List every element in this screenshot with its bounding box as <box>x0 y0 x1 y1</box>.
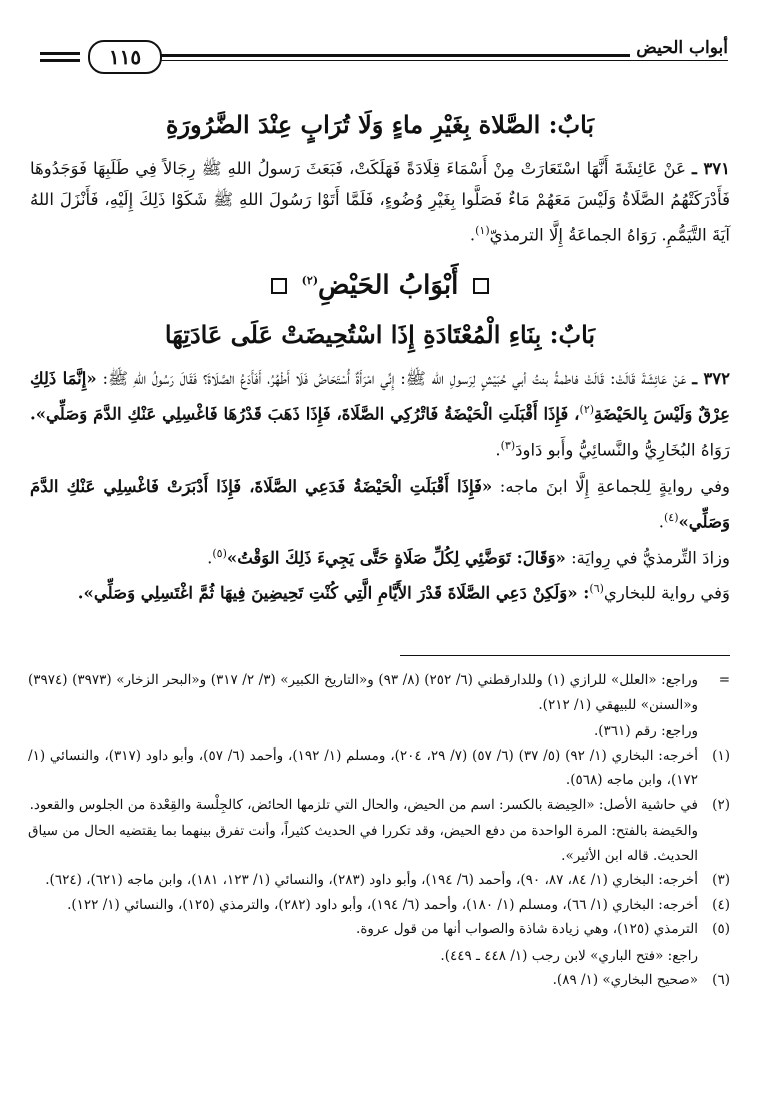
riwaya-intro: وفي روايةٍ لِلجماعةِ إِلَّا ابنَ ماجه: <box>499 477 730 497</box>
square-ornament-icon <box>271 278 287 294</box>
hadith-text: عَنْ عَائِشَةَ قَالَتْ: قَالَتْ فاطمةُ بنتُ أبي حُبَيْشٍ لِرَسولِ الله ﷺ: إِنِّي امْرَأَةٌ أُسْتَحَاضُ فَلَا أَطْهُرُ، أَفَأَدَعُ الصَّلَاةَ؟ فَقَالَ رَسُولُ اللهِ ﷺ: <box>102 369 687 389</box>
header-rule <box>40 52 80 55</box>
footnote-number: (٤) <box>712 896 730 913</box>
square-ornament-icon <box>473 278 489 294</box>
hadith-quote: «إِنَّمَا ذَلِكِ عِرْقٌ وَلَيْسَ بِالحَيْضَةِ <box>30 369 730 424</box>
footnote-ref[interactable]: (٢) <box>579 403 595 417</box>
running-title: أبواب الحيض <box>630 38 728 58</box>
hadith-number: ٣٧١ ـ <box>692 159 730 178</box>
footnote-text: أخرجه: البخاري (١/ ٩٢) (٥/ ٣٧) (٦/ ٥٧) (٧/ ٢٩، ٢٠٤)، ومسلم (١/ ١٩٢)، وأحمد (٦/ ٥٧)، وأبو داود (٣١٧)، والنسائي (١/ ١٧٢)، وابن ماجه (٥٦٨). <box>28 747 698 788</box>
footnote-text: والحَيضة بالفتح: المرة الواحدة من دفع الحيض، وقد تكررا في الحديث كثيراً، وأنت تفرق بينهما بما يقتضيه الحال من سياق الحديث. قاله ابن الأثير». <box>28 823 698 864</box>
footnotes <box>28 668 730 993</box>
footnote-ref[interactable]: (٤) <box>663 511 679 525</box>
footnote-number: (٥) <box>712 921 730 937</box>
hadith-text: عَنْ عَائِشَةَ أَنَّهَا اسْتَعَارَتْ مِنْ أَسْمَاءَ قِلَادَةً فَهَلَكَتْ، فَبَعَثَ رَسولُ اللهِ ﷺ رِجَالاً فِي طَلَبِهَا فَوَجَدُوهَا فَأَدْرَكَتْهُمُ الصَّلَاةُ وَلَيْسَ مَعَهُمْ مَاءٌ فَصَلَّوا بِغَيْرِ وُضُوءٍ، فَلَمَّا أَتَوْا رَسُولَ اللهِ ﷺ شَكَوْا ذَلِكَ إِلَيْهِ، فَأَنْزَلَ اللهُ آيَةَ التَّيَمُّمِ. رَوَاهُ الجماعَةُ إِلَّا الترمذيّ <box>30 159 730 245</box>
footnote <box>28 744 730 793</box>
footnote-number: (٦) <box>712 972 730 988</box>
footnote <box>28 868 730 893</box>
footnote <box>28 893 730 918</box>
footnote-ref[interactable]: (٥) <box>212 546 227 560</box>
section-title-text: أَبْوَابُ الحَيْضِ <box>318 270 459 301</box>
riwaya-intro: وَفي رواية للبخاري <box>603 583 730 603</box>
riwaya-intro: وزادَ التِّرمذيُّ في رِوايَة: <box>571 548 730 568</box>
bab-title: بَابٌ: بِنَاءِ الْمُعْتَادَةِ إِذَا اسْتُحِيضَتْ عَلَى عَادَتِهَا <box>164 320 596 350</box>
hadith-quote: «وَقَالَ: تَوَضَّئِي لِكُلِّ صَلَاةٍ حَتَّى يَجِيءَ ذَلِكَ الوَقْتُ» <box>226 548 566 568</box>
footnote-number: (٢) <box>712 796 730 813</box>
page-number: ١١٥ <box>88 40 162 74</box>
footnote <box>28 793 730 869</box>
footnote <box>28 668 730 744</box>
riwaya <box>30 573 730 609</box>
footnote-number: (٣) <box>712 872 730 888</box>
footnote-ref[interactable]: (٣) <box>500 438 516 452</box>
hadith-372: ٣٧٢ ـ عَنْ عَائِشَةَ قَالَتْ: قَالَتْ فاطمةُ بنتُ أبي حُبَيْشٍ لِرَسولِ الله ﷺ: إِنِّي امْرَأَةٌ أُسْتَحَاضُ فَلَا أَطْهُرُ، أَفَأَدَعُ الصَّلَاةَ؟ فَقَالَ رَسُولُ اللهِ ﷺ: «إِنَّمَا ذَلِكِ عِرْقٌ وَلَيْسَ بِالحَيْضَةِ$^{(٢)}$، فَإِذَا أَقْبَلَتِ الْحَيْضَةُ فَاتْرُكِي الصَّلَاةَ، فَإِذَا ذَهَبَ قَدْرُهَا فَاغْسِلِي عَنْكِ الدَّمَ وَصَلِّي». رَوَاهُ البُخَارِيُّ والنَّسائِيُّ وأَبو دَاودَ$^{(٣)}$. <box>30 369 730 460</box>
header-rule <box>160 60 728 61</box>
footnote-ref[interactable]: (٢) <box>301 273 319 287</box>
page-header <box>40 38 728 74</box>
footnote-text: الترمذي (١٢٥)، وهي زيادة شاذة والصواب أنها من قول عروة. <box>356 921 698 937</box>
header-rule <box>40 59 80 62</box>
hadith-text: رَوَاهُ البُخَارِيُّ والنَّسائِيُّ وأَبو دَاودَ <box>515 440 730 460</box>
footnote <box>28 968 730 993</box>
footnote-text: وراجع: «العلل» للرازي (١) وللدارقطني (٦/ ٢٥٢) (٨/ ٩٣) و«التاريخ الكبير» (٣/ ٢/ ٣١٧) و«البحر الزخار» (٣٩٧٣) (٣٩٧٤) و«السنن» للبيهقي (١/ ٢١٢). <box>28 672 699 713</box>
footnote-text: أخرجه: البخاري (١/ ٦٦)، ومسلم (١/ ١٨٠)، وأحمد (٦/ ١٩٤)، وأبو داود (٢٨٢)، والترمذي (١٢٥)، والنسائي (١/ ١٢٢). <box>67 896 698 913</box>
hadith-quote: «فَإِذَا أَقْبَلَتِ الْحَيْضَةُ فَدَعِي الصَّلَاةَ، فَإِذَا أَدْبَرَتْ فَاغْسِلِي عَنْكِ الدَّمَ وَصَلِّي» <box>30 477 730 532</box>
footnote-number: (١) <box>712 747 730 764</box>
footnote-ref[interactable]: (١) <box>475 224 490 237</box>
hadith-quote: : «وَلَكِنْ دَعِي الصَّلَاةَ قَدْرَ الأَيَّامِ الَّتِي كُنْتِ تَحِيضِينَ فِيهَا ثُمَّ اغْتَسِلِي وَصَلِّي». <box>77 583 590 603</box>
footnote-ref[interactable]: (٦) <box>589 582 604 596</box>
footnote-text: «صحيح البخاري» (١/ ٨٩). <box>552 972 698 988</box>
footnote-text: في حاشية الأصل: «الحِيضة بالكسر: اسم من الحيض، والحال التي تلزمها الحائض، كالجِلْسة والقِعْدة من الجلوس والقعود. <box>29 796 698 813</box>
hadith-quote: ، فَإِذَا أَقْبَلَتِ الْحَيْضَةُ فَاتْرُكِي الصَّلَاةَ، فَإِذَا ذَهَبَ قَدْرُهَا فَاغْسِلِي عَنْكِ الدَّمَ وَصَلِّي». <box>30 404 580 424</box>
bab-title: بَابٌ: الصَّلاة بِغَيْرِ ماءٍ وَلَا تُرَابٍ عِنْدَ الضَّرُورَةِ <box>165 110 595 139</box>
footnote-text: وراجع: رقم (٣٦١). <box>593 723 698 739</box>
main-text <box>30 105 730 609</box>
footnote-number: = <box>718 672 730 688</box>
section-title <box>30 259 730 308</box>
hadith-371: ٣٧١ ـ عَنْ عَائِشَةَ أَنَّهَا اسْتَعَارَتْ مِنْ أَسْمَاءَ قِلَادَةً فَهَلَكَتْ، فَبَعَثَ رَسولُ اللهِ ﷺ رِجَالاً فِي طَلَبِهَا فَوَجَدُوهَا فَأَدْرَكَتْهُمُ الصَّلَاةُ وَلَيْسَ مَعَهُمْ مَاءٌ فَصَلَّوا بِغَيْرِ وُضُوءٍ، فَلَمَّا أَتَوْا رَسُولَ اللهِ ﷺ شَكَوْا ذَلِكَ إِلَيْهِ، فَأَنْزَلَ اللهُ آيَةَ التَّيَمُّمِ. رَوَاهُ الجماعَةُ إِلَّا الترمذيّ$^{(١)}$. <box>30 159 730 245</box>
footnote-text: أخرجه: البخاري (١/ ٨٤، ٨٧، ٩٠)، وأحمد (٦/ ١٩٤)، وأبو داود (٢٨٣)، والنسائي (١/ ١٢٣، ١٨١)، وابن ماجه (٦٢١)، (٦٢٤). <box>45 872 698 888</box>
footnote <box>28 917 730 968</box>
riwaya: وزادَ التِّرمذيُّ في رِوايَة: «وَقَالَ: تَوَضَّئِي لِكُلِّ صَلَاةٍ حَتَّى يَجِيءَ ذَلِكَ الوَقْتُ»$^{(٥)}$. <box>207 546 730 568</box>
hadith-number: ٣٧٢ ـ <box>692 369 730 389</box>
footnote-separator <box>400 655 730 656</box>
footnote-text: راجع: «فتح الباري» لابن رجب (١/ ٤٤٨ ـ ٤٤٩). <box>440 947 698 964</box>
riwaya: وفي روايةٍ لِلجماعةِ إِلَّا ابنَ ماجه: «فَإِذَا أَقْبَلَتِ الْحَيْضَةُ فَدَعِي الصَّلَاةَ، فَإِذَا أَدْبَرَتْ فَاغْسِلِي عَنْكِ الدَّمَ وَصَلِّي»$^{(٤)}$. <box>30 477 730 532</box>
